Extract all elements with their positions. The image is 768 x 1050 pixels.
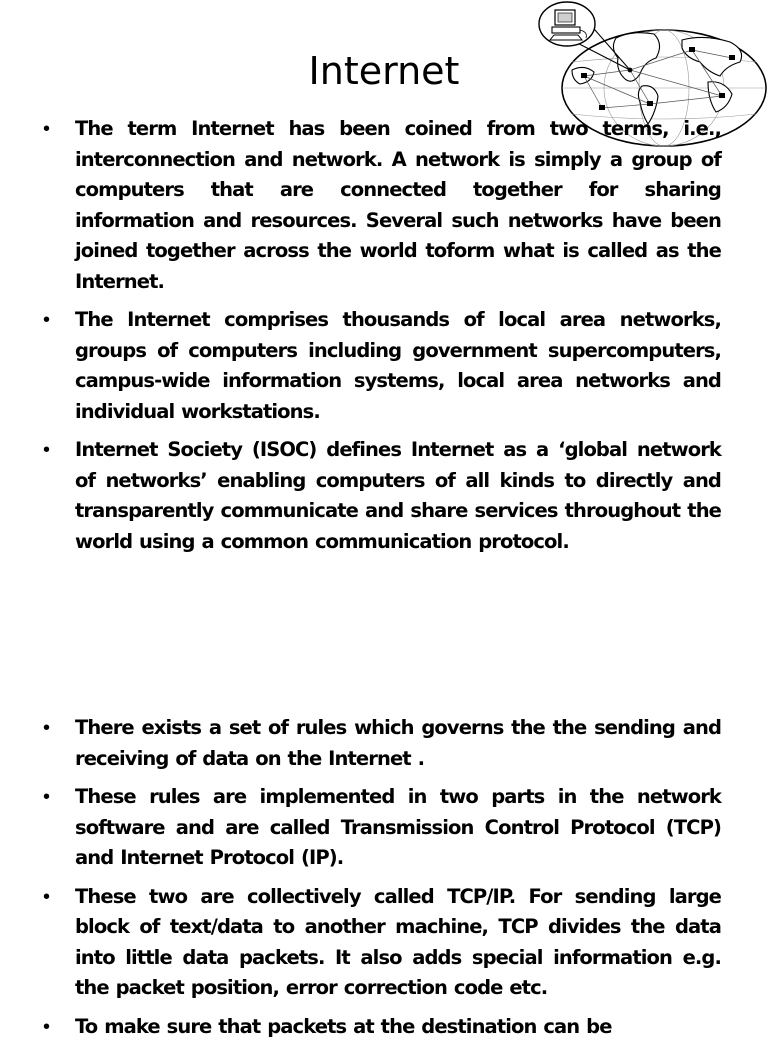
bullet-marker: • (43, 118, 51, 140)
bullet-text: The Internet comprises thousands of local area networks, groups of computers including government supercomputers, campus-wide information systems, local area networks and individual workstations. (75, 308, 721, 423)
bullet-marker: • (43, 1015, 51, 1038)
globe-with-computer-network-icon (532, 0, 768, 130)
bullet-list-bottom (0, 713, 768, 1050)
bullet-text: To make sure that packets at the destination can be (75, 1014, 612, 1038)
list-item (0, 1012, 768, 1043)
bullet-marker: • (43, 309, 51, 331)
bullet-text: The term Internet has been coined from two terms, i.e., interconnection and network. A network is simply a group of computers that are connected together for sharing information and resources. Several such networks have been joined together across the world toform what is called as the Internet. (75, 117, 721, 293)
list-item (0, 305, 768, 427)
bullet-marker: • (43, 717, 51, 739)
list-item (0, 435, 768, 557)
bullet-text: Internet Society (ISOC) defines Internet as a ‘global network of networks’ enabling computers of all kinds to directly and transparently communicate and share services throughout the world using a common communication protocol. (75, 438, 721, 553)
list-item (0, 882, 768, 1004)
bullet-text: There exists a set of rules which governs the the sending and receiving of data on the Internet . (75, 716, 721, 770)
bullet-marker: • (43, 439, 51, 461)
bullet-list-top (0, 114, 768, 565)
list-item (0, 114, 768, 297)
page-title: Internet (308, 49, 460, 93)
list-item (0, 713, 768, 774)
bullet-marker: • (43, 885, 51, 908)
list-item (0, 782, 768, 874)
bullet-text: These rules are implemented in two parts in the network software and are called Transmission Control Protocol (TCP) and Internet Protocol (IP). (75, 785, 721, 869)
bullet-text: These two are collectively called TCP/IP. For sending large block of text/data to another machine, TCP divides the data into little data packets. It also adds special information e.g. the packet position, error correction code etc. (75, 884, 721, 999)
bullet-marker: • (43, 786, 51, 808)
